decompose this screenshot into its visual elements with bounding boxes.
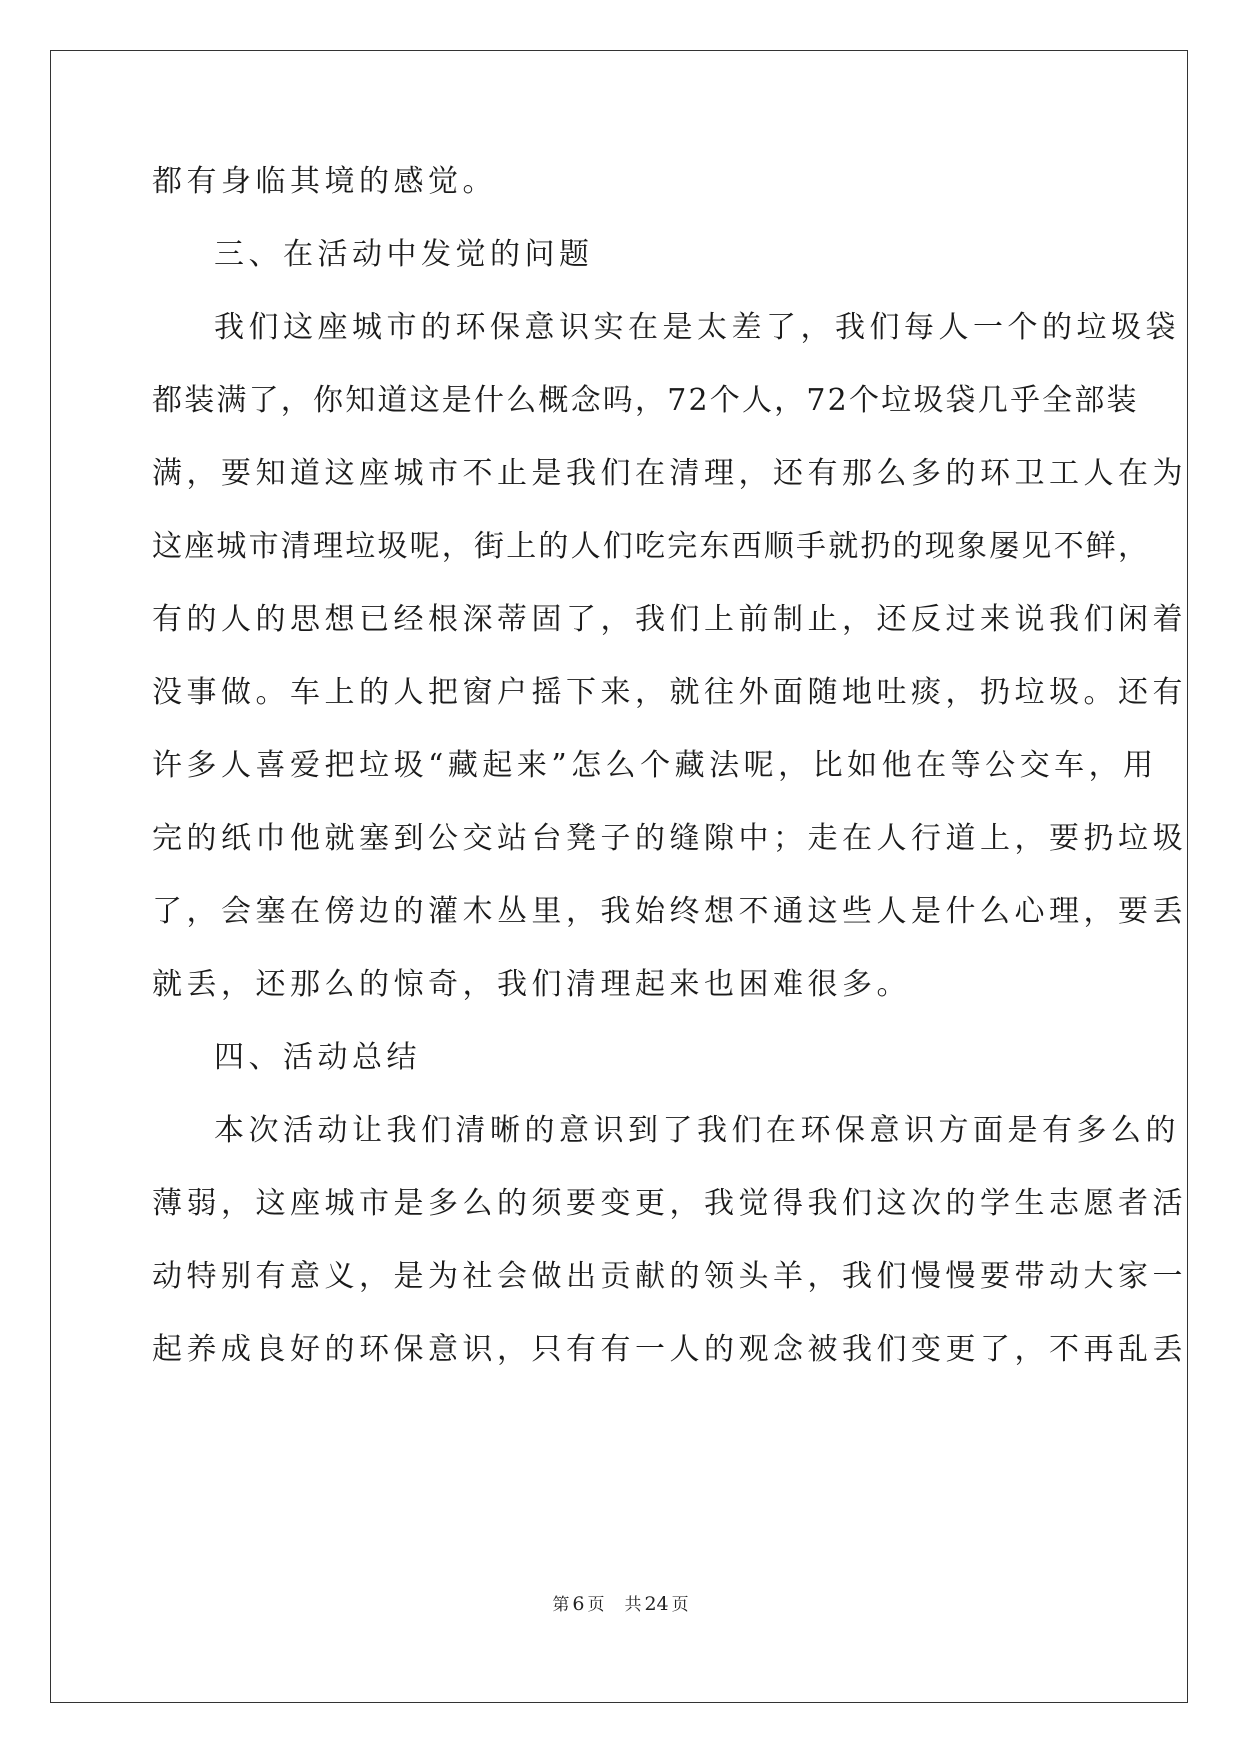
text-line: 有的人的思想已经根深蒂固了，我们上前制止，还反过来说我们闲着 <box>152 602 1187 637</box>
text-line: 薄弱，这座城市是多么的须要变更，我觉得我们这次的学生志愿者活 <box>152 1186 1187 1221</box>
text-line: 我们这座城市的环保意识实在是太差了，我们每人一个的垃圾袋 <box>214 310 1180 345</box>
total-prefix: 共 <box>624 1595 642 1615</box>
text-line: 了，会塞在傍边的灌木丛里，我始终想不通这些人是什么心理，要丢 <box>152 894 1187 929</box>
page-prefix: 第 <box>552 1595 570 1615</box>
text-line: 都装满了，你知道这是什么概念吗，72个人，72个垃圾袋几乎全部装 <box>152 383 1139 418</box>
text-line: 动特别有意义，是为社会做出贡献的领头羊，我们慢慢要带动大家一 <box>152 1259 1187 1294</box>
page-number: 6 <box>572 1593 585 1615</box>
page-footer <box>0 1590 1241 1615</box>
text-line: 没事做。车上的人把窗户摇下来，就往外面随地吐痰，扔垃圾。还有 <box>152 675 1187 710</box>
section-heading: 四、活动总结 <box>214 1040 421 1075</box>
text-line: 本次活动让我们清晰的意识到了我们在环保意识方面是有多么的 <box>214 1113 1180 1148</box>
total-pages: 24 <box>644 1593 669 1615</box>
text-line: 完的纸巾他就塞到公交站台凳子的缝隙中；走在人行道上，要扔垃圾 <box>152 821 1187 856</box>
document-body <box>152 145 1187 1386</box>
text-line: 许多人喜爱把垃圾“藏起来”怎么个藏法呢，比如他在等公交车，用 <box>152 748 1158 783</box>
total-suffix: 页 <box>671 1595 689 1615</box>
section-heading: 三、在活动中发觉的问题 <box>214 237 594 272</box>
text-line: 满，要知道这座城市不止是我们在清理，还有那么多的环卫工人在为 <box>152 456 1187 491</box>
text-line: 起养成良好的环保意识，只有有一人的观念被我们变更了，不再乱丢 <box>152 1332 1187 1367</box>
text-line: 都有身临其境的感觉。 <box>152 164 497 199</box>
text-line: 就丢，还那么的惊奇，我们清理起来也困难很多。 <box>152 967 911 1002</box>
page-suffix: 页 <box>587 1595 605 1615</box>
text-line: 这座城市清理垃圾呢，街上的人们吃完东西顺手就扔的现象屡见不鲜， <box>152 529 1151 564</box>
